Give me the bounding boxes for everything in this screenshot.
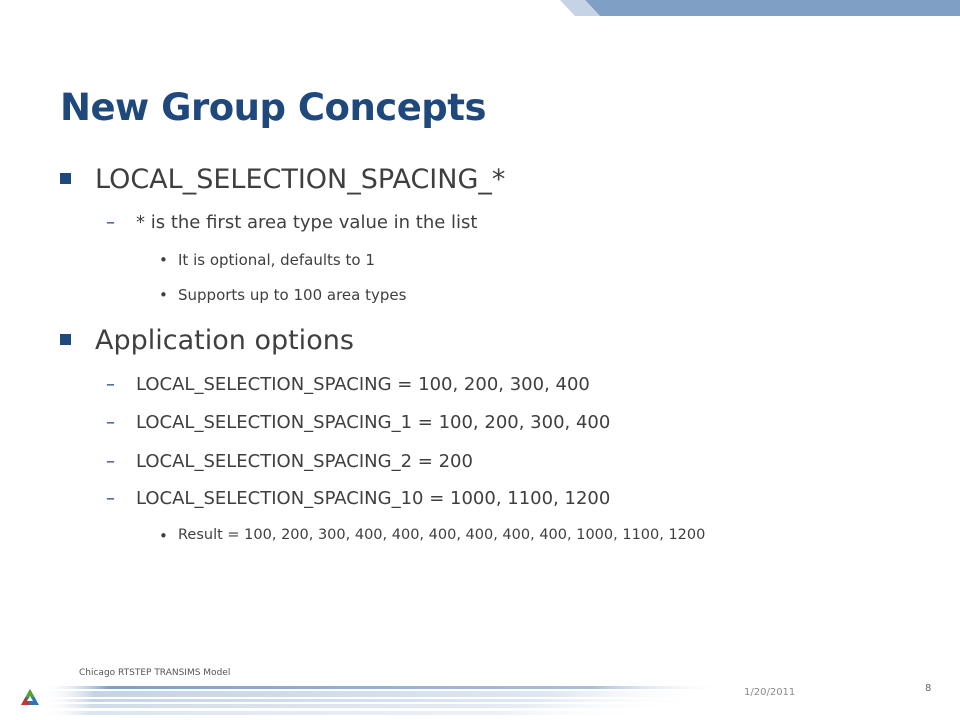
dash-bullet-icon: –: [106, 412, 115, 433]
footer-label: Chicago RTSTEP TRANSIMS Model: [79, 668, 231, 678]
bullet-text: LOCAL_SELECTION_SPACING = 100, 200, 300, 400: [136, 374, 590, 395]
header-accent-bar: [0, 0, 960, 16]
footer-accent-bars: [0, 676, 960, 720]
dash-bullet-icon: –: [106, 212, 115, 233]
dash-bullet-icon: –: [106, 451, 115, 472]
square-bullet-icon: [60, 334, 71, 345]
dot-bullet-icon: •: [159, 286, 168, 304]
bullet-text: LOCAL_SELECTION_SPACING_1 = 100, 200, 300, 400: [136, 412, 611, 433]
bullet-text: LOCAL_SELECTION_SPACING_10 = 1000, 1100, 1200: [136, 488, 611, 509]
bullet-text: LOCAL_SELECTION_SPACING_*: [95, 164, 506, 195]
page-number: 8: [925, 683, 932, 694]
square-bullet-icon: [60, 173, 71, 184]
bullet-text: Supports up to 100 area types: [178, 286, 407, 304]
footer-date: 1/20/2011: [744, 687, 796, 698]
bullet-text: Application options: [95, 325, 354, 356]
slide-title: New Group Concepts: [60, 86, 487, 129]
dot-bullet-icon: •: [159, 527, 168, 545]
bullet-text: It is optional, defaults to 1: [178, 251, 375, 269]
dot-bullet-icon: •: [159, 251, 168, 269]
bullet-text: * is the first area type value in the list: [136, 212, 478, 233]
bullet-text: Result = 100, 200, 300, 400, 400, 400, 400, 400, 400, 1000, 1100, 1200: [178, 527, 706, 543]
dash-bullet-icon: –: [106, 488, 115, 509]
bullet-text: LOCAL_SELECTION_SPACING_2 = 200: [136, 451, 473, 472]
argonne-triangle-logo-icon: [19, 687, 41, 709]
dash-bullet-icon: –: [106, 374, 115, 395]
